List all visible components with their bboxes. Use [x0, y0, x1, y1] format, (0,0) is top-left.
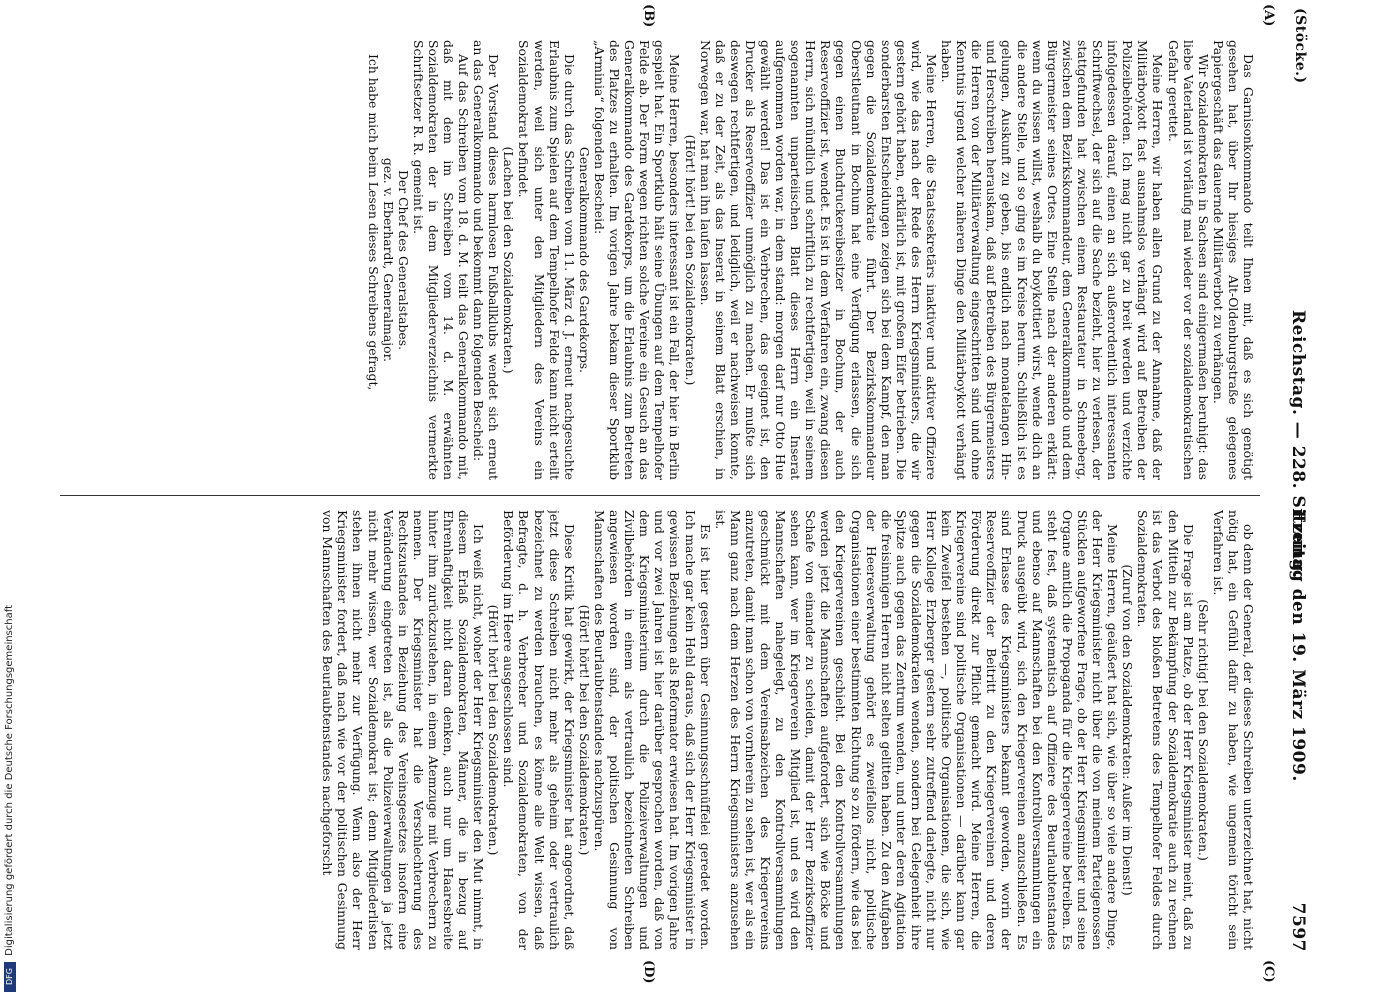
paragraph: Das Garnisonkommando teilt Ihnen mit, daß es sich genötigt gesehen hat, über Ihr hiesiges Alt-Oldenburgstraße gelegenes Papiergeschäft das dauernde Militärverbot zu verhängen. — [1210, 40, 1256, 480]
paragraph: Der Vorstand dieses harmlosen Fußballklubs wendet sich erneut an das Generalkommando und bekommt dann folgenden Bescheid: — [471, 40, 502, 480]
paragraph: Diese Kritik hat gewirkt, der Kriegsminister hat angeordnet, daß jetzt diese Schreiben nicht mehr als geheim oder vertraulich bezeichnet zu werden brauchen, es könne alle Welt wissen, daß Befragte, d. h. Verbrecher und Sozialdemokraten, von der Beförderung im Heere ausgeschlossen sind. — [501, 510, 577, 950]
page-number: 7597 — [1288, 902, 1308, 952]
paragraph: Generalkommando des Gardekorps. — [576, 146, 592, 374]
left-column — [36, 40, 1256, 480]
paragraph: Auf das Schreiben vom 18. d. M. teilt das Generalkommando mit, daß mit dem im Schreiben vom 14. d. M. erwähnten Sozialdemokraten der in dem Mitgliederverzeichnis vermerkte Schriftsetzer R. R. gemeint ist. — [410, 40, 472, 480]
page-header — [1282, 0, 1316, 1000]
header-date: Freitag den 19. März 1909. — [1288, 510, 1308, 782]
paragraph: Die durch das Schreiben vom 11. März d. J. erneut nachgesuchte Erlaubnis zum Spielen auf dem Tempelhofer Felde kann nicht erteilt werden, weil sich unter den Mitgliedern des Vereins ein Sozialdemokrat befindet. — [516, 40, 577, 480]
paragraph: Wir Sozialdemokraten in Sachsen sind einigermaßen beruhigt: das liebe Vaterland ist vorläufig mal wieder vor der sozialdemokratischen Gefahr gerettet. — [1165, 40, 1211, 480]
digitization-credit: Digitalisierung gefördert durch die Deutsche Forschungsgemeinschaft — [4, 605, 15, 956]
margin-marker-a: (A) — [1261, 4, 1276, 27]
margin-marker-d: (D) — [641, 960, 656, 984]
paragraph: Meine Herren, wir haben allen Grund zu der Annahme, daß der Militärboykott fast ausnahmslos verhängt wird auf Betreiben der Polizeibehörden. Ich mag nicht gar zu breit werden und verzichte infolgedessen darauf, einen an sich außerordentlich interessanten Schriftwechsel, der sich auf die Sache bezieht, hier zu verlesen, der stattgefunden hat zwischen einem Restaurateur in Schneeberg, zwischen dem Bezirkskommandeur, dem Generalkommando und dem Bürgermeister seines Ortes. Eine Stelle nach der anderen erklärt: wenn du wissen willst, weshalb du boykottiert wirst, wende dich an die andere Stelle, und so ging es im Kreise herum. Schließlich ist es gelungen, Auskunft zu geben, bis endlich nach monatelangen Hin- und Herschreiben herauskam, daß auf Betreiben des Bürgermeisters die Herren von der Militärverwaltung eingeschritten sind und ohne Kenntnis irgend welcher näheren Dinge den Militärboykott verhängt haben. — [939, 40, 1166, 480]
paragraph: gez. v. Eberhardt, Generalmajor. — [380, 157, 396, 363]
dfg-logo: DFG — [4, 962, 16, 992]
paragraph: Es ist hier gestern über Gesinnungsschnüffelei geredet worden. Ich mache gar kein Hehl daraus, daß sich der Herr Kriegsminister in gewissen Beziehungen als Reformator erwiesen hat. Im vorigen Jahre und vor zwei Jahren ist hier darüber gesprochen worden, daß von dem Kriegsministerium durch die Polizeiverwaltungen und Zivilbehörden in einem als vertraulich bezeichneten Schreiben angewiesen worden sind, der politischen Gesinnung von Mannschaften des Beurlaubtenstandes nachzuspüren. — [591, 510, 713, 950]
right-column — [36, 510, 1256, 950]
paragraph: (Hört! hört! bei den Sozialdemokraten.) — [486, 604, 502, 856]
paragraph: Der Chef des Generalstabes. — [395, 169, 411, 351]
column-divider — [60, 495, 1260, 496]
paragraph: (Sehr richtig! bei den Sozialdemokraten.) — [1195, 599, 1211, 861]
paragraph: ob denn der General, der dieses Schreiben unterzeichnet hat, nicht nötig hat, ein Gefühl dafür zu haben, wie ungemein töricht sein Verfahren ist. — [1210, 510, 1256, 950]
paragraph: (Hört! hört! bei den Sozialdemokraten.) — [576, 604, 592, 856]
paragraph: (Hört! hört! bei den Sozialdemokraten.) — [682, 134, 698, 386]
paragraph: Meine Herren, geäußert hat sich, wie über so viele andere Dinge, der Herr Kriegsminister nicht über die von meinem Parteigenossen Stücklen aufgeworfene Frage, ob der Herr Kriegsminister und seine Organe amtlich die Propaganda für die Kriegervereine betreiben. Es steht fest, daß systematisch auf Offiziere des Beurlaubtenstandes und ebenso auf Mannschaften bei den Kontrollversammlungen ein Druck ausgeübt wird, sich den Kriegervereinen anzuschließen. Es sind Erlasse des Kriegsministers bekannt geworden, worin der Reserveoffizier der Beitritt zu den Kriegervereinen und deren Förderung direkt zur Pflicht gemacht wird. Meine Herren, die Kriegervereine sind politische Organisationen — darüber kann gar kein Zweifel bestehen —, politische Organisationen, die sich, wie Herr Kollege Erzberger gestern sehr zutreffend darlegte, nicht nur gegen die Sozialdemokraten wenden, sondern bei Gelegenheit ihre Spitze auch gegen das Zentrum wenden, und unter deren Agitation die freisinnigen Herren nicht selten gelitten haben. Zu den Aufgaben der Heeresverwaltung gehört es zweifellos nicht, politische Organisationen einer bestimmten Richtung so zu fördern, wie das bei den Kriegervereinen geschieht. Bei den Kontrollversammlungen werden jetzt die Mannschaften aufgefordert, sich wie Böcke und Schafe von einander zu scheiden, damit der Herr Bezirksoffizier sehen kann, wer im Kriegerverein Mitglied ist, und es wird den Mannschaften nahegelegt, zu den Kontrollversammlungen geschmückt mit dem Vereinsabzeichen des Kriegervereins anzutreten, damit man schon von vornherein zu sehen ist, wer als ein Mann ganz nach dem Herzen des Herrn Kriegsministers anzusehen ist. — [712, 510, 1121, 950]
margin-marker-c: (C) — [1261, 960, 1276, 983]
paragraph: Meine Herren, besonders interessant ist ein Fall, der hier in Berlin gespielt hat. Ein Sportklub hält seine Übungen auf dem Tempelhofer Felde ab. Der Form wegen richten solche Vereine ein Gesuch an das Generalkommando des Gardekorps, um die Erlaubnis zum Betreten des Platzes zu erhalten. Im vorigen Jahre bekam dieser Sportklub „Arminia“ folgenden Bescheid: — [591, 40, 683, 480]
margin-marker-b: (B) — [641, 4, 656, 28]
paragraph: Ich weiß nicht, woher der Herr Kriegsminister den Mut nimmt, in diesem Erlaß Sozialdemokraten, Männer, die in bezug auf Ehrenhaftigkeit nicht daran denken, auch nur um Haaresbreite hinter ihm zurückzustehen, in einem Atemzuge mit Verbrechern zu nennen. Der Kriegsminister hat die Verschlechterung des Rechtszustandes in Beziehung des Vereinsgesetzes insofern eine Veränderung eingetreten ist, als die Polizeiverwaltungen ja jetzt nicht mehr wissen, wer Sozialdemokrat ist; denn Mitgliederlisten stehen ihnen nicht mehr zur Verfügung. Wenn also der Herr Kriegsminister fordert, daß nach wie vor der politischen Gesinnung von Mannschaften des Beurlaubtenstandes nachgeforscht — [320, 510, 487, 950]
paragraph: (Lachen bei den Sozialdemokraten.) — [501, 146, 517, 374]
paragraph: Meine Herren, die Staatssekretärs inaktiver und aktiver Offiziere wird, wie das nach der Rede des Herrn Kriegsministers, die wir gestern gehört haben, erklärlich ist, mit großem Eifer betrieben. Die sonderbarsten Entscheidungen zeigen sich bei dem Kampf, den man gegen die Sozialdemokratie führt. Der Bezirkskommandeur Oberstleutnant in Bochum hat eine Verfügung erlassen, die sich gegen einen Buchdruckereibesitzer in Bochum, der auch Reserveoffizier ist, wendet. Es ist in dem Verfahren ein, zwang diesen Herrn, sich mündlich und schriftlich zu rechtfertigen, weil in seinem sogenannten unparteiischen Blatt dieses Herrn ein Inserat aufgenommen worden war, in dem stand: morgen darf nur Otto Hue gewählt werden! Das ist ein Verbrechen, das geeignet ist, den Drucker als Reserveoffizier unmöglich zu machen. Er mußte sich deswegen rechtfertigen, und lediglich, weil er nachweisen konnte, daß er zu der Zeit, als das Inserat in seinem Blatt erschien, in Norwegen war, hat man ihn laufen lassen. — [697, 40, 940, 480]
speaker-label: (Stöcke.) — [1292, 8, 1308, 84]
header-title: Reichstag. — 228. Sitzung. — [1288, 310, 1308, 579]
paragraph: Die Frage ist am Platze, ob der Herr Kriegsminister meint, daß zu den Mitteln zur Bekämpfung der Sozialdemokratie auch zu rechnen ist das Verbot des bloßen Betretens des Tempelhofer Feldes durch Sozialdemokraten. — [1135, 510, 1196, 950]
rotated-page — [36, 0, 1316, 1000]
paragraph: (Zuruf von den Sozialdemokraten: Außer im Dienst!) — [1120, 564, 1136, 896]
paragraph: Ich habe mich beim Lesen dieses Schreibens gefragt, — [365, 54, 381, 391]
